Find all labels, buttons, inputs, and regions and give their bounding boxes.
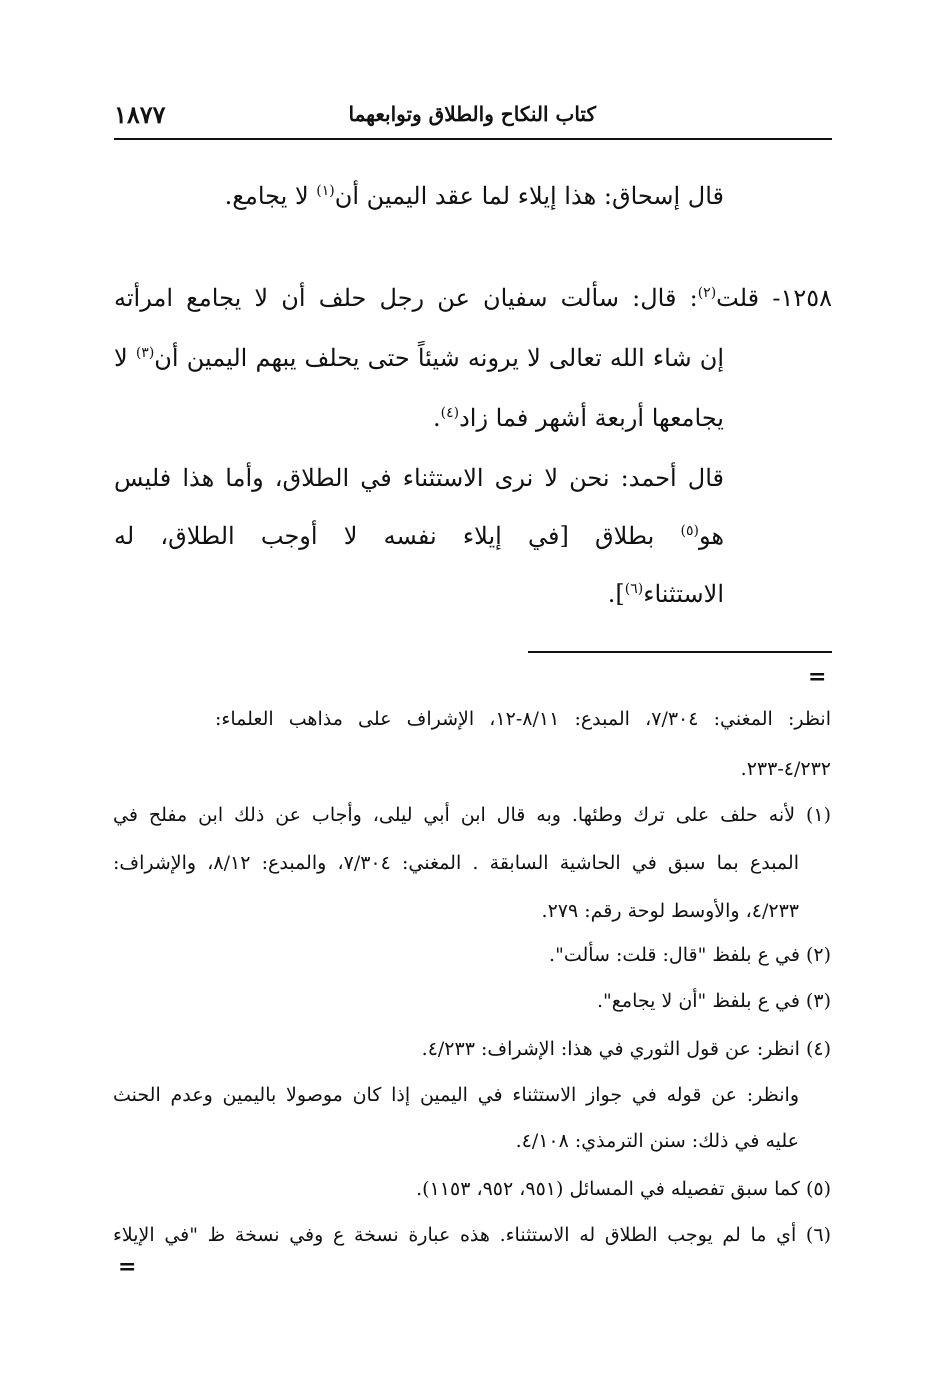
text-line-3: إن شاء الله تعالى لا يرونه شيئاً حتى يحلف يبهم اليمين أن$^{(٣)}$ لا xyxy=(114,344,724,372)
footnote-ref-3[interactable]: (٣) xyxy=(135,345,155,361)
text-line-1: قال إسحاق: هذا إيلاء لما عقد اليمين أن$^{(١)}$ لا يجامع. xyxy=(224,182,724,210)
text-line-2: ١٢٥٨- قلت$^{(٢)}$: قال: سألت سفيان عن رجل حلف أن لا يجامع امرأته xyxy=(114,284,832,312)
text-line-4: يجامعها أربعة أشهر فما زاد$^{(٤)}$. xyxy=(433,404,724,432)
text-line-5: قال أحمد: نحن لا نرى الاستثناء في الطلاق، وأما هذا فليس xyxy=(114,464,724,492)
footnote-4: (٤) انظر: عن قول الثوري في هذا: الإشراف: ٤/٢٣٣. xyxy=(421,1038,831,1060)
continuation-mark-top: = xyxy=(808,664,827,690)
footnote-prev-line-1: انظر: المغني: ٧/٣٠٤، المبدع: ٨/١١-١٢، الإشراف على مذاهب العلماء: xyxy=(215,708,831,730)
footnote-1-line-3: ٤/٢٣٣، والأوسط لوحة رقم: ٢٧٩. xyxy=(541,900,799,922)
footnote-ref-1[interactable]: (١) xyxy=(316,183,335,199)
text-line-6: هو$^{(٥)}$ بطلاق [في إيلاء نفسه لا أوجب الطلاق، له xyxy=(114,522,724,550)
footnote-5: (٥) كما سبق تفصيله في المسائل (٩٥١، ٩٥٢، ١١٥٣). xyxy=(416,1178,831,1200)
footnote-prev-line-2: ٤/٢٣٢-٢٣٣. xyxy=(740,758,831,780)
header-rule xyxy=(114,138,832,140)
footnote-3: (٣) في ع بلفظ "أن لا يجامع". xyxy=(597,990,831,1012)
page-header xyxy=(114,96,832,136)
text-line-7: الاستثناء$^{(٦)}$]. xyxy=(607,580,724,608)
footnote-4b-line-2: عليه في ذلك: سنن الترمذي: ٤/١٠٨. xyxy=(515,1130,799,1152)
footnote-1-line-1: (١) لأنه حلف على ترك وطئها. وبه قال ابن أبي ليلى، وأجاب عن ذلك ابن مفلح في xyxy=(113,804,831,826)
footnote-1-line-2: المبدع بما سبق في الحاشية السابقة . المغني: ٧/٣٠٤، والمبدع: ٨/١٢، والإشراف: xyxy=(113,852,799,874)
entry-number: ١٢٥٨- xyxy=(759,284,832,312)
footnote-separator xyxy=(528,651,832,653)
footnote-ref-5[interactable]: (٥) xyxy=(680,523,699,539)
footnote-2: (٢) في ع بلفظ "قال: قلت: سألت". xyxy=(549,944,831,966)
running-title: كتاب النكاح والطلاق وتوابعهما xyxy=(348,102,596,126)
continuation-mark-bottom: = xyxy=(118,1254,137,1280)
footnote-4b-line-1: وانظر: عن قوله في جواز الاستثناء في اليمين إذا كان موصولا باليمين وعدم الحنث xyxy=(113,1084,799,1106)
page-number: ١٨٧٧ xyxy=(114,100,166,129)
footnote-ref-6[interactable]: (٦) xyxy=(624,581,644,597)
footnote-ref-4[interactable]: (٤) xyxy=(440,405,460,421)
footnote-6: (٦) أي ما لم يوجب الطلاق له الاستثناء. هذه عبارة نسخة ع وفي نسخة ظ "في الإيلاء xyxy=(113,1224,831,1246)
footnote-ref-2[interactable]: (٢) xyxy=(697,285,717,301)
